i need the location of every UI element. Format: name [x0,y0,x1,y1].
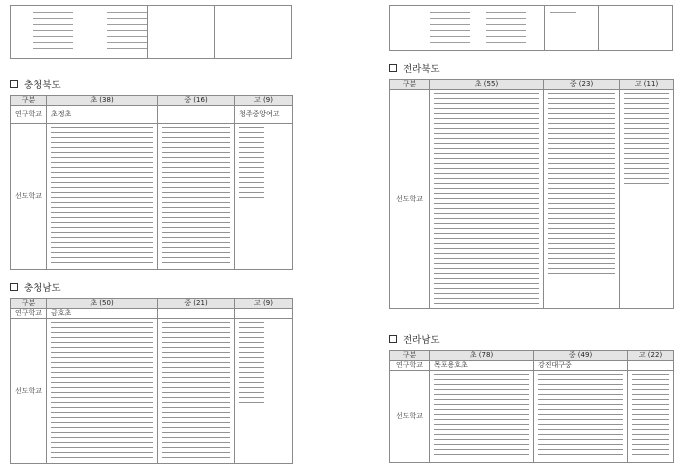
section-title: 전라북도 [403,64,440,75]
section-jeonnam [389,332,673,463]
school-list-block [486,12,526,44]
row-label-pilot: 선도학교 [390,371,430,463]
header-type: 구분 [11,299,47,309]
pilot-middle-list [534,371,628,463]
header-middle: 중 (23) [544,80,620,90]
pilot-elementary-list [430,90,544,309]
research-elementary: 목포용호초 [434,361,468,369]
header-type: 구분 [390,80,430,90]
section-heading [10,77,292,91]
section-jeonbuk [389,61,673,309]
research-elementary: 초정초 [51,110,72,118]
school-table [389,350,674,463]
section-heading [10,280,292,294]
research-middle: 강진대구중 [538,361,572,369]
header-high: 고 (9) [235,299,293,309]
school-list-block [430,12,470,44]
header-high: 고 (9) [235,96,293,106]
header-elementary: 초 (55) [430,80,544,90]
row-label-pilot: 선도학교 [11,319,47,464]
pilot-high-list [628,371,674,463]
table-row [11,106,293,124]
table-row [11,309,293,319]
continued-table-top-right [389,5,673,51]
table-row [11,124,293,270]
table-row [390,371,674,463]
pilot-high-list [620,90,674,309]
header-high: 고 (22) [628,351,674,361]
school-table [389,79,674,309]
section-heading [389,61,673,75]
research-high: 청주중앙여고 [239,110,280,118]
section-chungnam [10,280,292,464]
school-list-block [550,12,576,16]
header-elementary: 초 (38) [47,96,158,106]
table-header-row [390,351,674,361]
row-label-research: 연구학교 [11,309,47,319]
row-label-research: 연구학교 [11,106,47,124]
header-type: 구분 [11,96,47,106]
research-elementary: 금호초 [51,309,72,317]
header-middle: 중 (21) [158,299,235,309]
checkbox-square-icon [389,335,397,343]
header-high: 고 (11) [620,80,674,90]
header-middle: 중 (16) [158,96,235,106]
pilot-high-list [235,319,293,464]
table-row [390,361,674,371]
table-row [390,90,674,309]
pilot-elementary-list [430,371,534,463]
continued-table-top-left [10,5,292,59]
table-header-row [11,96,293,106]
school-list-block [33,12,73,52]
header-elementary: 초 (50) [47,299,158,309]
table-header-row [390,80,674,90]
section-heading [389,332,673,346]
school-table [10,298,293,464]
row-label-pilot: 선도학교 [390,90,430,309]
section-title: 전라남도 [403,335,440,346]
table-header-row [11,299,293,309]
section-title: 충청남도 [24,283,61,294]
checkbox-square-icon [389,64,397,72]
row-label-pilot: 선도학교 [11,124,47,270]
section-chungbuk [10,77,292,270]
table-row [11,319,293,464]
pilot-elementary-list [47,124,158,270]
pilot-middle-list [158,319,235,464]
checkbox-square-icon [10,283,18,291]
checkbox-square-icon [10,80,18,88]
pilot-middle-list [158,124,235,270]
row-label-research: 연구학교 [390,361,430,371]
school-table [10,95,293,270]
section-title: 충청북도 [24,80,61,91]
pilot-middle-list [544,90,620,309]
header-type: 구분 [390,351,430,361]
pilot-high-list [235,124,293,270]
school-list-block [107,12,147,52]
pilot-elementary-list [47,319,158,464]
header-elementary: 초 (78) [430,351,534,361]
header-middle: 중 (49) [534,351,628,361]
